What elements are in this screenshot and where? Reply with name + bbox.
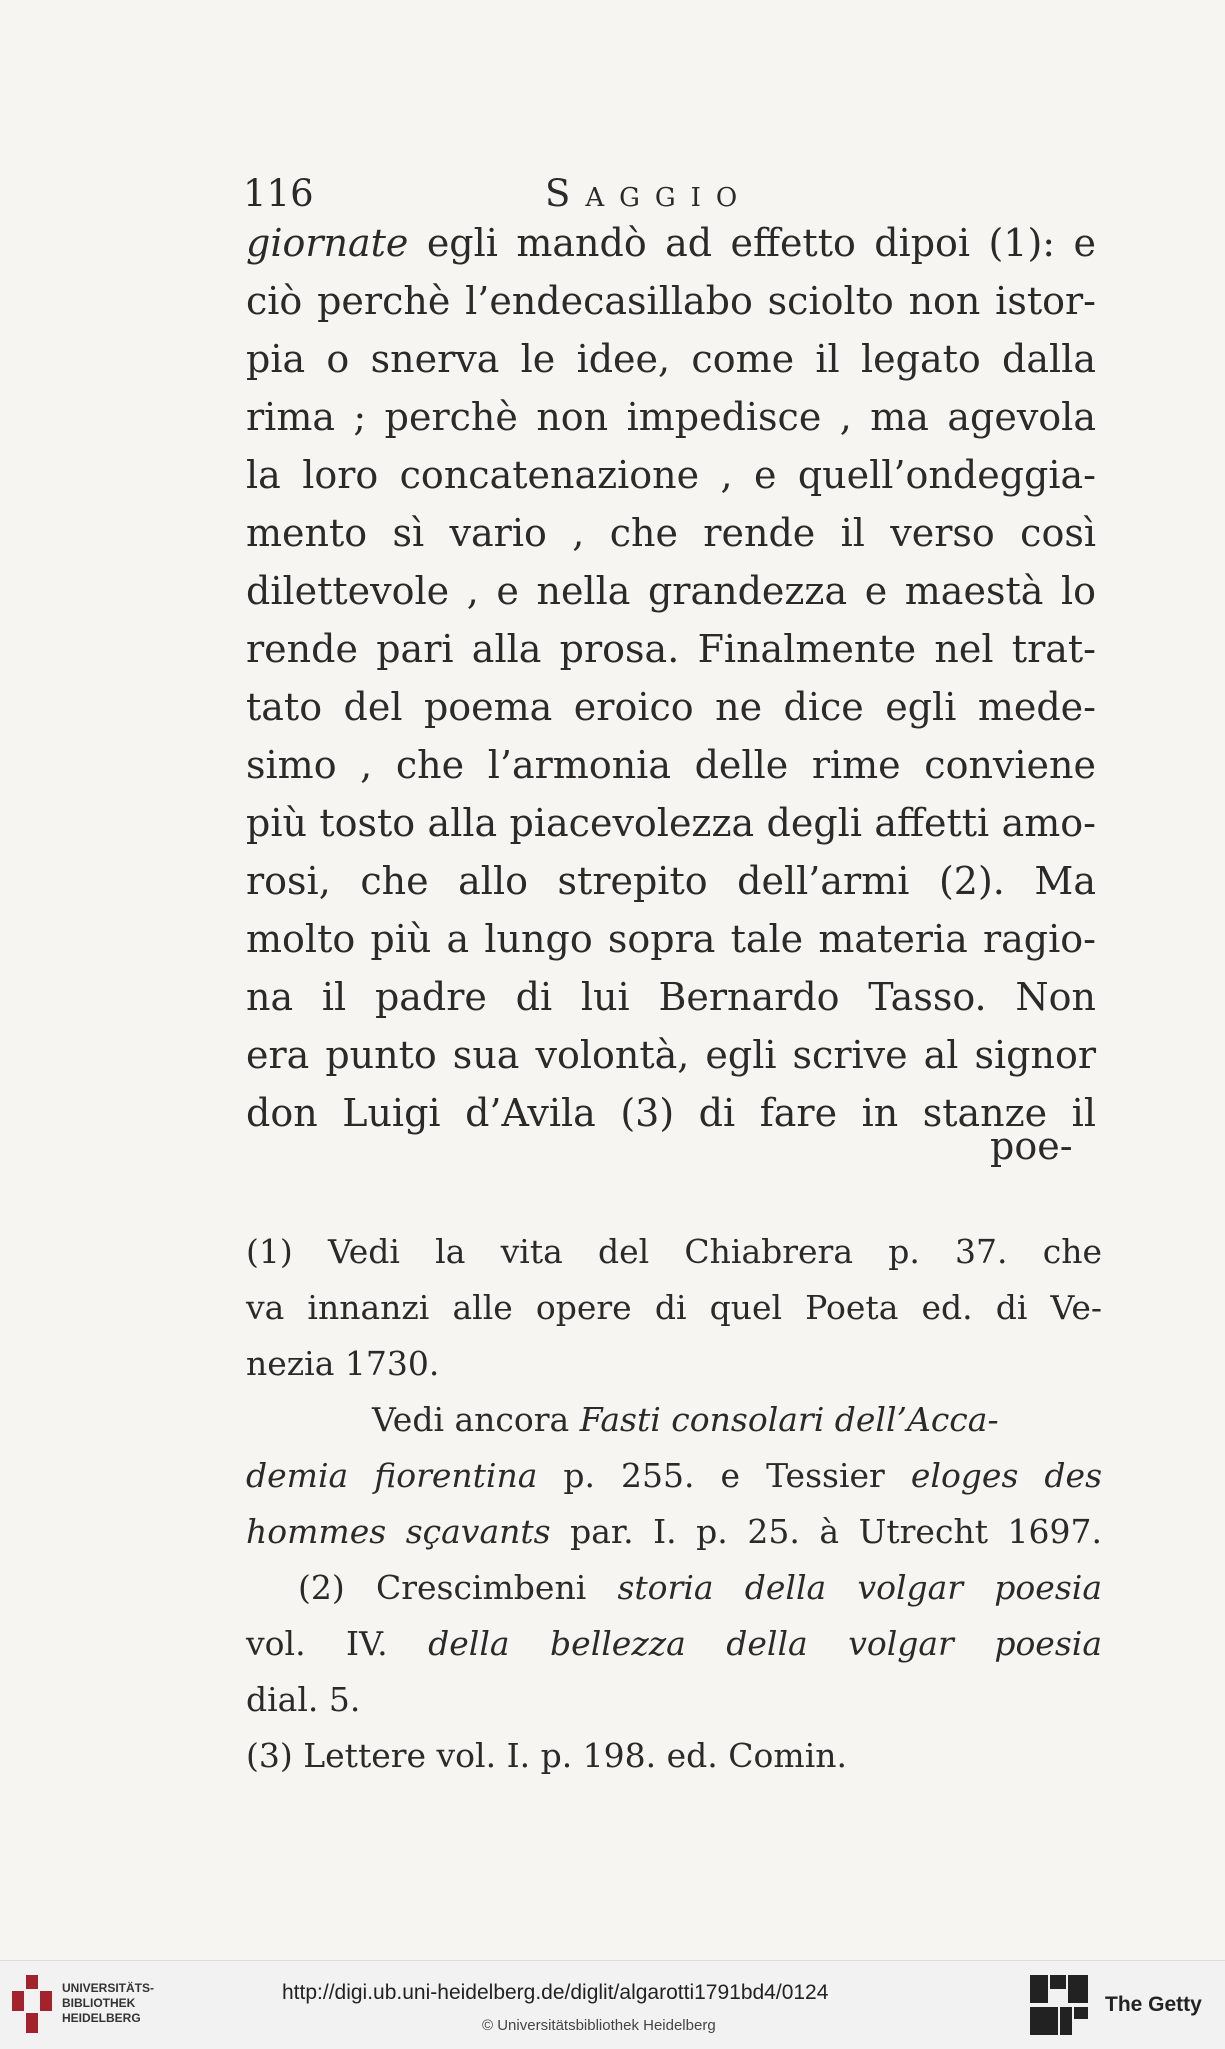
body-line: na il padre di lui Bernardo Tasso. Non [246,975,1096,1019]
university-library-logo-icon [12,1975,52,2033]
body-line: don Luigi d’Avila (3) di fare in stanze il [246,1091,1096,1135]
body-line: rima ; perchè non impedisce , ma agevola [246,395,1096,439]
body-line: giornate egli mandò ad effetto dipoi (1): e [246,221,1096,265]
footnote-line: demia fiorentina p. 255. e Tessier eloges des [246,1456,1103,1495]
body-line: rosi, che allo strepito dell’armi (2). Ma [246,859,1096,903]
getty-name: The Getty [1105,1993,1202,2016]
footnote-line: dial. 5. [246,1680,361,1719]
footnote-line: Vedi ancora Fasti consolari dell’Acca- [372,1400,999,1439]
body-line: più tosto alla piacevolezza degli affetti amo- [246,801,1096,845]
body-line: era punto sua volontà, egli scrive al signor [246,1033,1096,1077]
getty-logo-icon [1030,1975,1088,2035]
body-line: tato del poema eroico ne dice egli mede- [246,685,1096,729]
body-line: pia o snerva le idee, come il legato dalla [246,337,1096,381]
footnote-line: (2) Crescimbeni storia della volgar poesia [298,1568,1102,1607]
permalink-url[interactable]: http://digi.ub.uni-heidelberg.de/diglit/algarotti1791bd4/0124 [282,1981,829,2004]
footnote-line: (1) Vedi la vita del Chiabrera p. 37. che [246,1232,1102,1271]
body-line: rende pari alla prosa. Finalmente nel trat- [246,627,1096,671]
footnote-line: hommes sçavants par. I. p. 25. à Utrecht 1697. [246,1512,1102,1551]
body-line: la loro concatenazione , e quell’ondeggia- [246,453,1096,497]
body-line: ciò perchè l’endecasillabo sciolto non istor- [246,279,1096,323]
body-line: dilettevole , e nella grandezza e maestà lo [246,569,1096,613]
footnote-line: vol. IV. della bellezza della volgar poesia [246,1624,1102,1663]
catchword: poe- [990,1124,1073,1168]
library-name: UNIVERSITÄTS- BIBLIOTHEK HEIDELBERG [62,1981,155,2025]
copyright-notice: © Universitätsbibliothek Heidelberg [482,2017,716,2034]
page-number: 116 [243,172,314,215]
footnote-line: (3) Lettere vol. I. p. 198. ed. Comin. [246,1736,847,1775]
body-line: molto più a lungo sopra tale materia ragio- [246,917,1096,961]
footnote-line: va innanzi alle opere di quel Poeta ed. di Ve- [246,1288,1102,1327]
body-line: mento sì vario , che rende il verso così [246,511,1096,555]
footnote-line: nezia 1730. [246,1344,440,1383]
running-title: Saggio [545,172,753,215]
body-line: simo , che l’armonia delle rime conviene [246,743,1096,787]
viewer-footer [0,1960,1225,2049]
